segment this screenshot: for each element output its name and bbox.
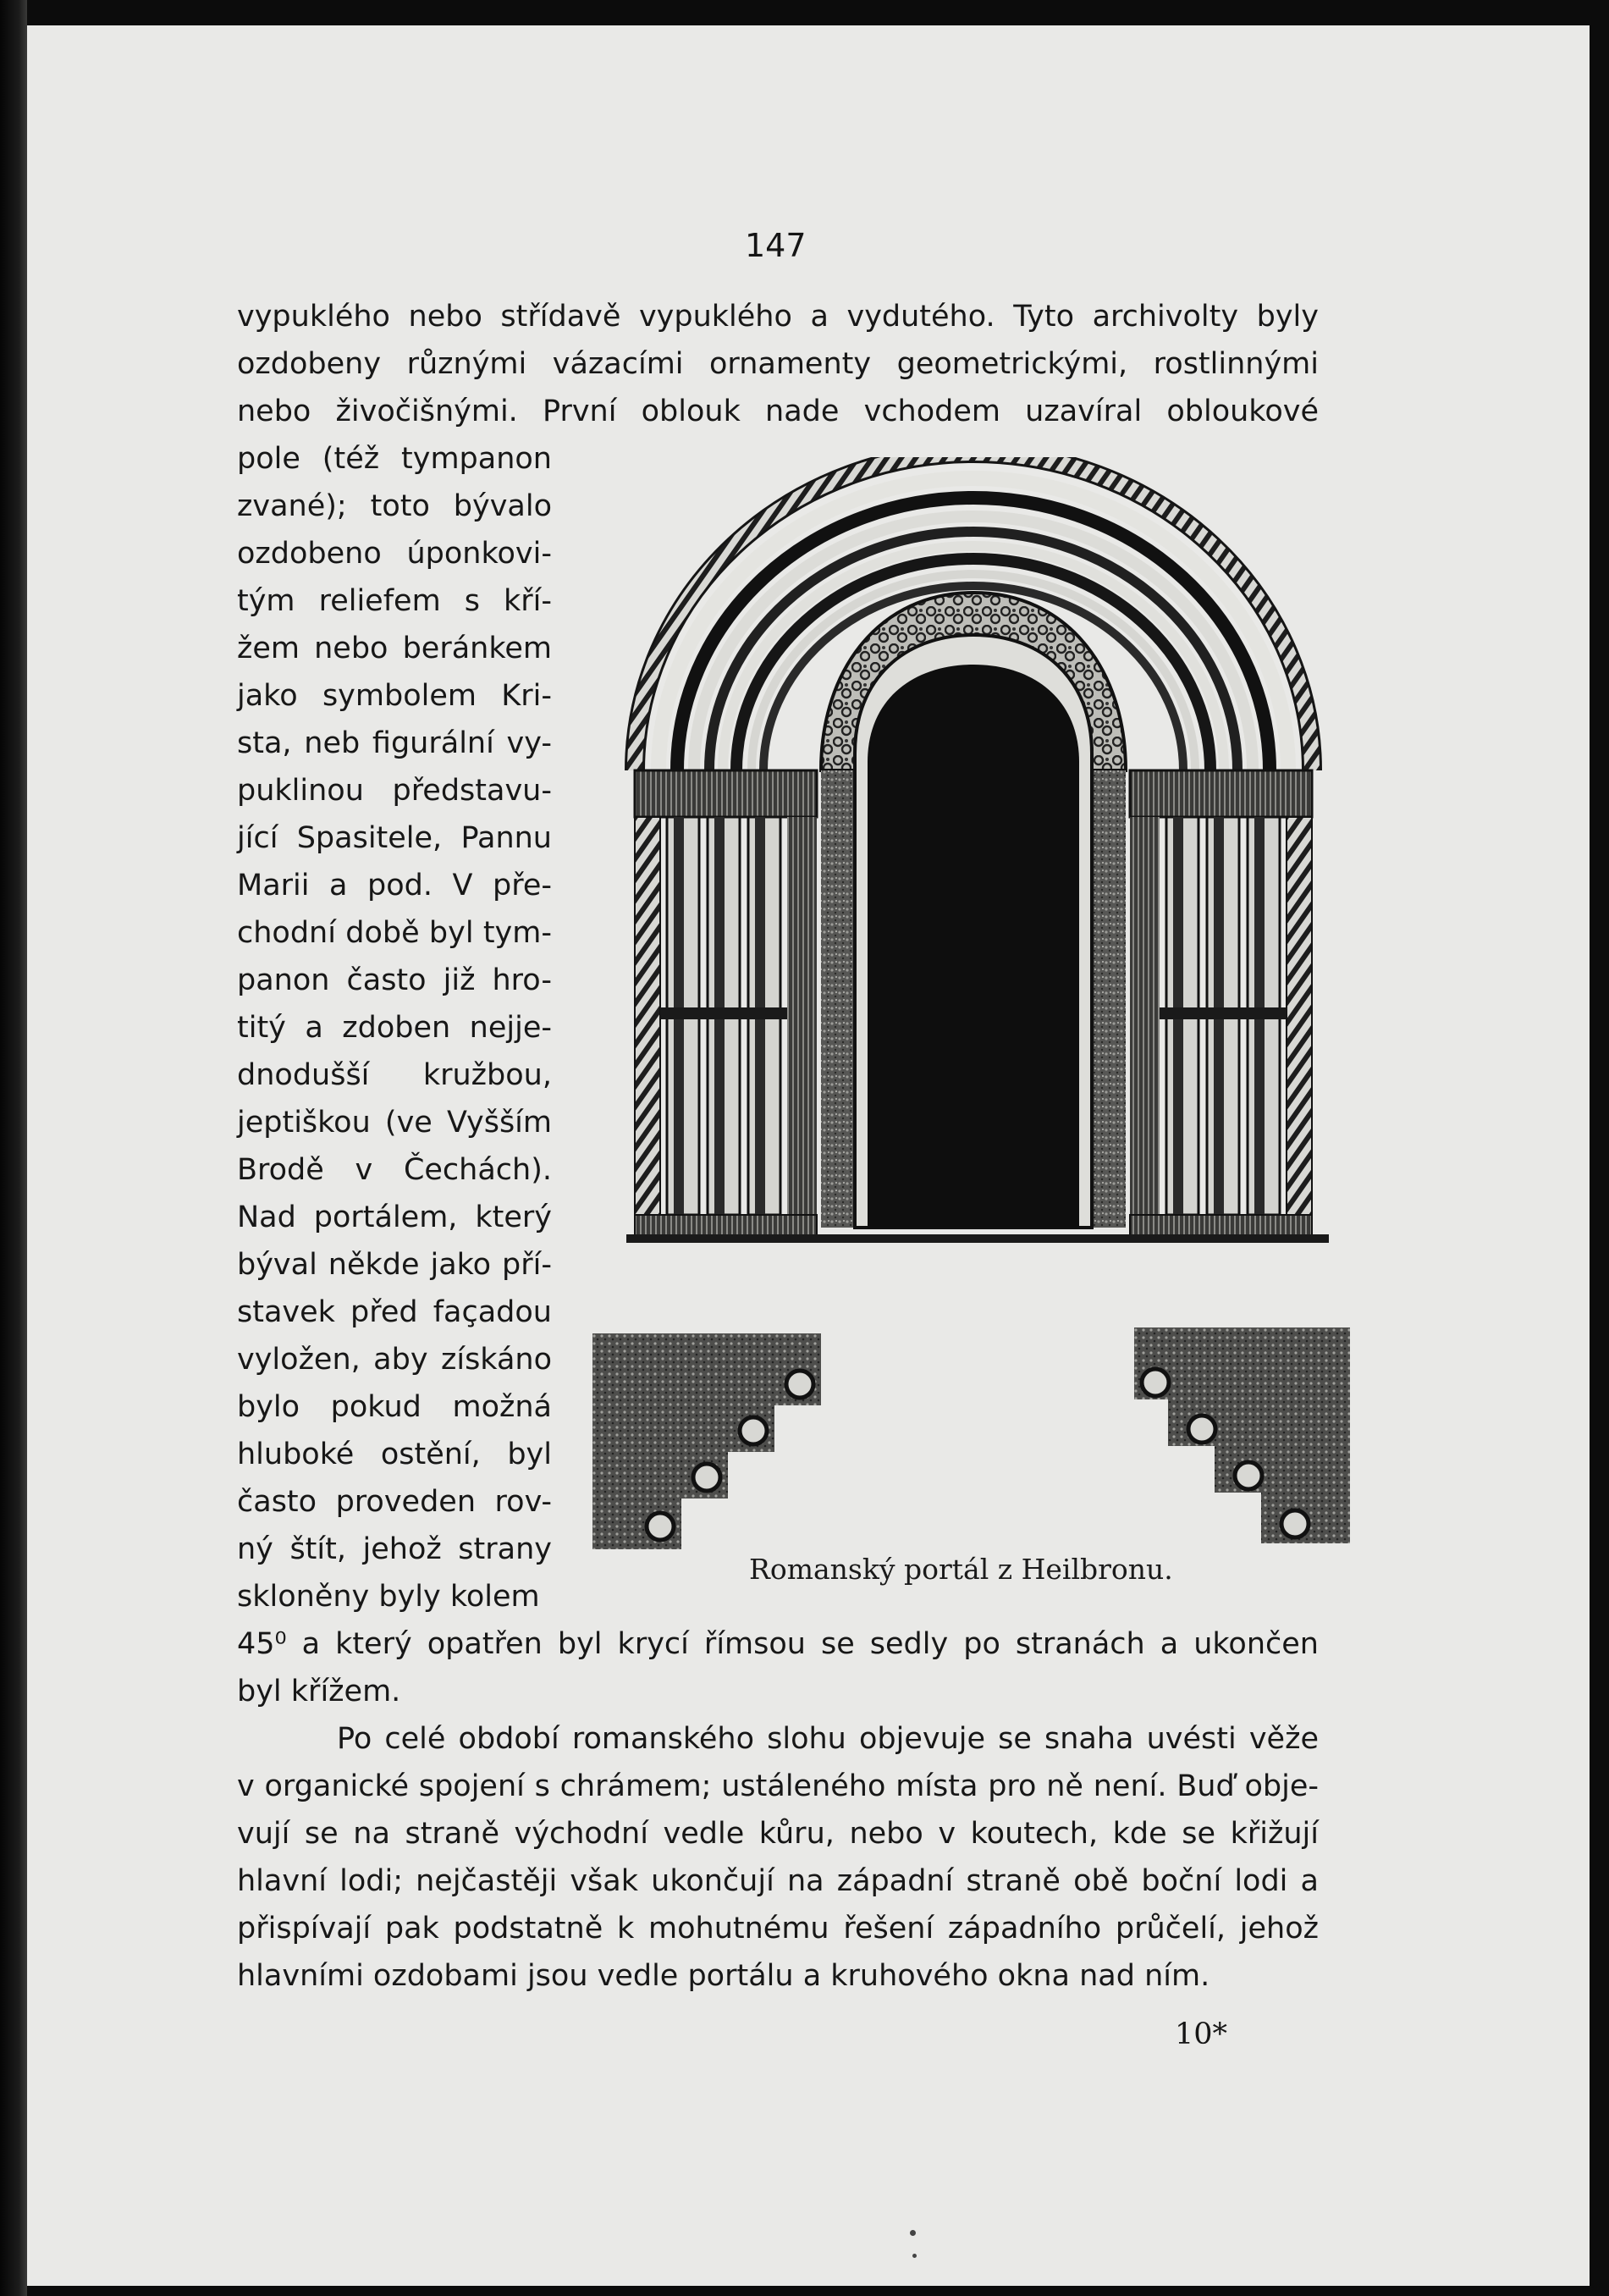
text-line: vypuklého nebo střídavě vypuklého a vydutého. Tyto archivolty byly [237, 300, 1319, 334]
text-line-wrapped: jeptiškou (ve Vyšším [237, 1106, 552, 1140]
text-line: 45⁰ a který opatřen byl krycí římsou se sedly po stranách a ukončen [237, 1627, 1319, 1661]
text-line-wrapped: dnodušší kružbou, [237, 1058, 552, 1092]
text-line-wrapped: jako symbolem Kri- [237, 679, 552, 713]
text-line-wrapped: jící Spasitele, Pannu [237, 821, 552, 855]
text-line-paragraph-two: v organické spojení s chrámem; ustáleného místa pro ně není. Buď obje- [237, 1769, 1319, 1803]
figure-caption: Romanský portál z Heilbronu. [749, 1553, 1173, 1586]
text-line-wrapped: sta, neb figurální vy- [237, 726, 552, 760]
text-line-wrapped: vyložen, aby získáno [237, 1343, 552, 1377]
text-line-wrapped: zvané); toto bývalo [237, 489, 552, 523]
text-line-wrapped: puklinou představu- [237, 774, 552, 808]
text-line-wrapped: žem nebo beránkem [237, 632, 552, 665]
text-line-wrapped: panon často již hro- [237, 963, 552, 997]
portal-base [626, 1234, 1329, 1243]
scan-speck [912, 2254, 917, 2258]
right-column-group [1130, 770, 1312, 1236]
plan-detail-right [1134, 1327, 1354, 1548]
text-line-paragraph-two: přispívají pak podstatně k mohutnému řešení západního průčelí, jehož [237, 1912, 1319, 1946]
text-line-wrapped: ozdobeno úponkovi- [237, 537, 552, 571]
text-line-wrapped: pole (též tympanon [237, 442, 552, 476]
text-line-wrapped: Marii a pod. V pře- [237, 869, 552, 902]
text-line-wrapped: často proveden rov- [237, 1485, 552, 1519]
text-line-paragraph-two: Po celé období romanského slohu objevuje se snaha uvésti věže [337, 1722, 1319, 1756]
text-line-wrapped: stavek před façadou [237, 1295, 552, 1329]
left-column-group [635, 770, 817, 1236]
scan-speck [910, 2230, 916, 2236]
plan-detail-left [592, 1333, 825, 1554]
text-line-wrapped: býval někde jako pří- [237, 1248, 552, 1282]
signature-mark: 10* [1175, 2017, 1228, 2051]
portal-illustration [609, 457, 1337, 1304]
text-line-wrapped: skloněny byly kolem [237, 1580, 540, 1614]
text-line: ozdobeny různými vázacími ornamenty geometrickými, rostlinnými [237, 347, 1319, 381]
doorway-shadow [868, 665, 1079, 1228]
text-line-wrapped: ný štít, jehož strany [237, 1532, 552, 1566]
text-line-wrapped: titý a zdoben nejje- [237, 1011, 552, 1045]
text-line-wrapped: bylo pokud možná [237, 1390, 552, 1424]
text-line-wrapped: tým reliefem s kří- [237, 584, 552, 618]
text-line: byl křížem. [237, 1675, 401, 1708]
scan-left-edge [0, 0, 27, 2296]
page-number: 147 [745, 227, 807, 264]
text-line-wrapped: chodní době byl tym- [237, 916, 552, 950]
text-line-paragraph-two: hlavními ozdobami jsou vedle portálu a kruhového okna nad ním. [237, 1959, 1210, 1993]
text-line-paragraph-two: vují se na straně východní vedle kůru, nebo v koutech, kde se křižují [237, 1817, 1319, 1851]
text-line: nebo živočišnými. První oblouk nade vchodem uzavíral obloukové [237, 395, 1319, 428]
text-line-paragraph-two: hlavní lodi; nejčastěji však ukončují na západní straně obě boční lodi a [237, 1864, 1319, 1898]
text-line-wrapped: hluboké ostění, byl [237, 1438, 552, 1471]
text-line-wrapped: Brodě v Čechách). [237, 1153, 552, 1187]
text-line-wrapped: Nad portálem, který [237, 1200, 552, 1234]
